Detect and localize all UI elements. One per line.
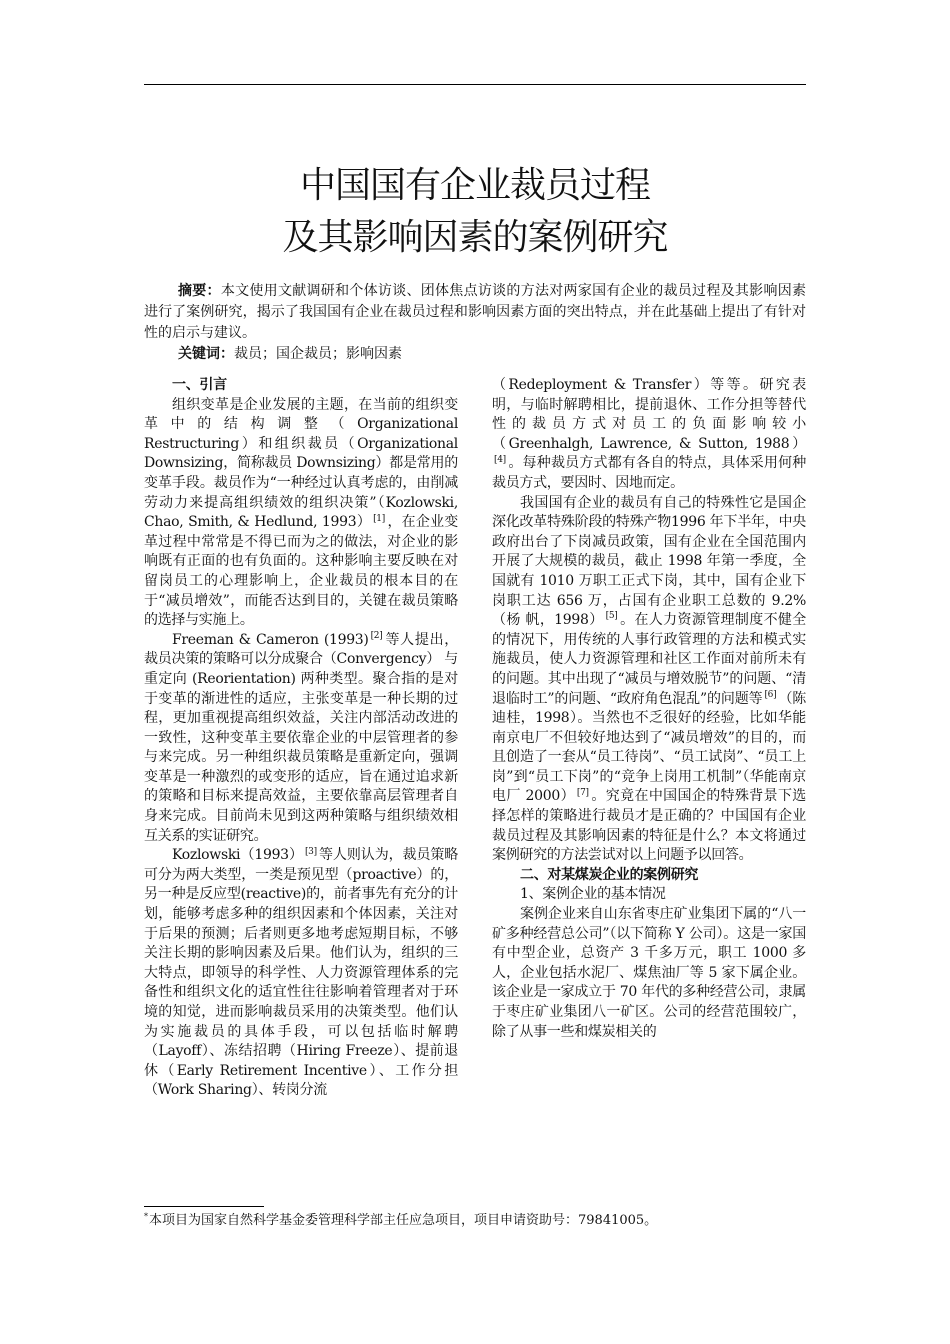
- paragraph-2-text-a: Freeman & Cameron (1993): [172, 631, 369, 648]
- paragraph-4-text-d: 。究竟在中国国企的特殊背景下选择怎样的策略进行裁员才是正确的？中国国有企业裁员过程及其影响因素的特征是什么？本文将通过案例研究的方法尝试对以上问题予以回答。: [492, 788, 806, 864]
- keywords-paragraph: [144, 344, 806, 365]
- paragraph-2-text-b: 等人提出，裁员决策的策略可以分成聚合（Convergency） 与重定向 (Reorientation) 两种类型。聚合指的是对于变革的渐进性的适应，主张变革是一种长期的过程，更加重视提高组织效益，关注内部活动改进的一致性，这种变革主要依靠企业的中层管理者的参与来完成。另一种组织裁员策略是重新定向，强调变革是一种激烈的或变形的适应，旨在通过追求新的策略和目标来提高效益，主要依靠高层管理者自身来完成。目前尚未见到这两种策略与组织绩效相互关系的实证研究。: [144, 631, 458, 844]
- citation-6: [6]: [764, 689, 777, 700]
- footnote-rule: [144, 1206, 264, 1207]
- paragraph-2: [144, 631, 458, 847]
- paragraph-3: [144, 846, 458, 1101]
- footnote: [144, 1212, 806, 1230]
- paragraph-3-text-a: Kozlowski（1993）: [172, 847, 303, 864]
- footnote-mark: *: [144, 1211, 148, 1221]
- abstract-paragraph: [144, 281, 806, 344]
- paragraph-4: [492, 494, 806, 866]
- title-line-1: 中国国有企业裁员过程: [299, 165, 650, 206]
- abstract-text: 本文使用文献调研和个体访谈、团体焦点访谈的方法对两家国有企业的裁员过程及其影响因素进行了案例研究，揭示了我国国有企业在裁员过程和影响因素方面的突出特点，并在此基础上提出了有针对性的启示与建议。: [144, 283, 807, 341]
- title-line-2: 及其影响因素的案例研究: [282, 217, 668, 258]
- paragraph-3-text-c: （Redeployment & Transfer）等等。研究表明，与临时解聘相比，提前退休、工作分担等替代性的裁员方式对员工的负面影响较小（Greenhalgh, Lawrence, & Sutton, 1988）: [492, 377, 806, 452]
- paragraph-3-text-d: 。每种裁员方式都有各自的特点，具体采用何种裁员方式，要因时、因地而定。: [492, 455, 806, 491]
- paragraph-3-continued: [492, 376, 806, 494]
- citation-3: [3]: [304, 846, 317, 857]
- subsection-1-heading: 1、案例企业的基本情况: [520, 886, 666, 903]
- left-column: [144, 376, 458, 1101]
- paper-title: [0, 160, 950, 264]
- paragraph-4-text-a: 我国国有企业的裁员有自己的特殊性它是国企深化改革特殊阶段的特殊产物1996 年下半年，中央政府出台了下岗减员政策，国有企业在全国范围内开展了大规模的裁员，截止 1998 年第一季度，全国就有 1010 万职工正式下岗，其中，国有企业下岗职工达 656 万，占国有企业职工总数的 9.2%（杨 帆，1998）: [492, 494, 806, 629]
- citation-5: [5]: [605, 611, 618, 622]
- top-rule: [144, 84, 806, 85]
- paragraph-1-text-b: ，在企业变革过程中常常是不得已而为之的做法，对企业的影响既有正面的也有负面的。这种影响主要反映在对留岗员工的心理影响上，企业裁员的根本目的在于“减员增效”，而能否达到目的，关键在裁员策略的选择与实施上。: [144, 514, 458, 629]
- abstract-block: [144, 281, 806, 365]
- paragraph-1: [144, 396, 458, 631]
- citation-4: [4]: [494, 454, 506, 465]
- abstract-label: 摘要：: [178, 283, 221, 299]
- section-1-heading: 一、引言: [172, 377, 227, 393]
- paragraph-5: 案例企业来自山东省枣庄矿业集团下属的“八一矿多种经营总公司”（以下简称 Y 公司）。这是一家国有中型企业，总资产 3 千多万元，职工 1000 多人，企业包括水泥厂、煤焦油厂等 5 家下属企业。该企业是一家成立于 70 年代的多种经营公司，隶属于枣庄矿业集团八一矿区。公司的经营范围较广，除了从事一些和煤炭相关的: [492, 906, 806, 1040]
- keywords-text: 裁员；国企裁员；影响因素: [234, 346, 402, 362]
- paragraph-1-text-a: 组织变革是企业发展的主题，在当前的组织变革中的结构调整（Organizational Restructuring）和组织裁员（Organizational Downsizing，简称裁员 Downsizing）都是常用的变革手段。裁员作为“一种经过认真考虑的，由削减劳动力来提高组织绩效的组织决策”（Kozlowski, Chao, Smith, & Hedlund, 1993）: [144, 396, 458, 531]
- footnote-text: 本项目为国家自然科学基金委管理科学部主任应急项目，项目申请资助号：79841005。: [149, 1213, 658, 1228]
- paragraph-3-text-b: 等人则认为，裁员策略可分为两大类型，一类是预见型（proactive）的，另一种是反应型(reactive)的，前者事先有充分的计划，能够考虑多种的组织因素和个体因素，关注对于后果的预测；后者则更多地考虑短期目标，不够关注长期的影响因素及后果。他们认为，组织的三大特点，即领导的科学性、人力资源管理体系的完备性和组织文化的适宜性往往影响着管理者对于环境的知觉，进而影响裁员采用的决策类型。他们认为实施裁员的具体手段，可以包括临时解聘（Layoff）、冻结招聘（Hiring Freeze）、提前退休（Early Retirement Incentive）、工作分担（Work Sharing）、转岗分流: [144, 847, 458, 1099]
- citation-1: [1]: [373, 513, 385, 524]
- citation-7: [7]: [576, 787, 589, 798]
- paragraph-4-text-b: 。在人力资源管理制度不健全的情况下，用传统的人事行政管理的方法和模式实施裁员，使人力资源管理和社区工作面对前所未有的问题。其中出现了“减员与增效脱节”的问题、“清退临时工”的问题、“政府角色混乱”的问题等: [492, 612, 806, 707]
- section-2-heading: 二、对某煤炭企业的案例研究: [520, 866, 699, 883]
- citation-2: [2]: [370, 631, 383, 642]
- right-column: [492, 376, 806, 1042]
- keywords-label: 关键词：: [178, 346, 234, 362]
- paragraph-4-text-c: （陈迪桂，1998）。当然也不乏很好的经验，比如华能南京电厂不但较好地达到了“减员增效”的目的，而且创造了一套从“员工待岗”、“员工试岗”、“员工上岗”到“员工下岗”的“竞争上岗用工机制”（华能南京电厂 2000）: [492, 690, 807, 805]
